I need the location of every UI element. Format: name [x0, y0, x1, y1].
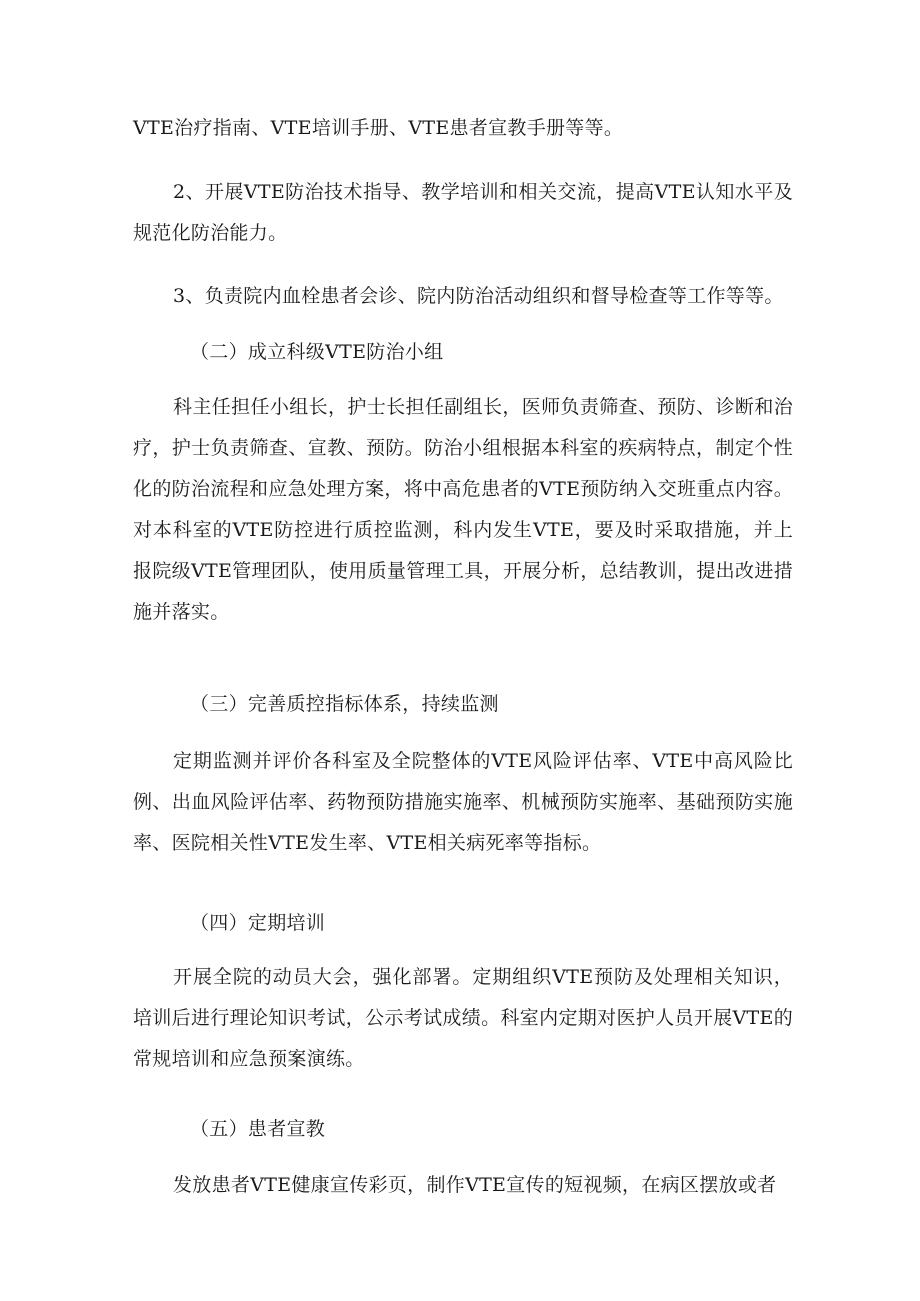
paragraph-item-3: 3、负责院内血栓患者会诊、院内防治活动组织和督导检查等工作等等。 [173, 285, 784, 307]
paragraph-item-2: 2、开展VTE防治技术指导、教学培训和相关交流，提高VTE认知水平及规范化防治能力。 [133, 181, 793, 244]
section-heading-3: （三）完善质控指标体系，持续监测 [190, 693, 499, 715]
section-heading-2: （二）成立科级VTE防治小组 [190, 341, 444, 363]
paragraph-monitoring: 定期监测并评价各科室及全院整体的VTE风险评估率、VTE中高风险比例、出血风险评估率、药物预防措施实施率、机械预防实施率、基础预防实施率、医院相关性VTE发生率、VTE相关病死率等指标。 [133, 750, 793, 854]
paragraph-vte-guides: VTE治疗指南、VTE培训手册、VTE患者宣教手册等等。 [133, 117, 624, 139]
paragraph-patient-education: 发放患者VTE健康宣传彩页，制作VTE宣传的短视频，在病区摆放或者 [173, 1174, 777, 1196]
section-heading-4: （四）定期培训 [190, 912, 326, 934]
paragraph-training: 开展全院的动员大会，强化部署。定期组织VTE预防及处理相关知识，培训后进行理论知识考试，公示考试成绩。科室内定期对医护人员开展VTE的常规培训和应急预案演练。 [133, 966, 793, 1070]
paragraph-dept-group: 科主任担任小组长，护士长担任副组长，医师负责筛查、预防、诊断和治疗，护士负责筛查、宣教、预防。防治小组根据本科室的疾病特点，制定个性化的防治流程和应急处理方案，将中高危患者的VTE预防纳入交班重点内容。对本科室的VTE防控进行质控监测，科内发生VTE，要及时采取措施，并上报院级VTE管理团队，使用质量管理工具，开展分析，总结教训，提出改进措施并落实。 [133, 396, 793, 623]
section-heading-5: （五）患者宣教 [190, 1118, 326, 1140]
